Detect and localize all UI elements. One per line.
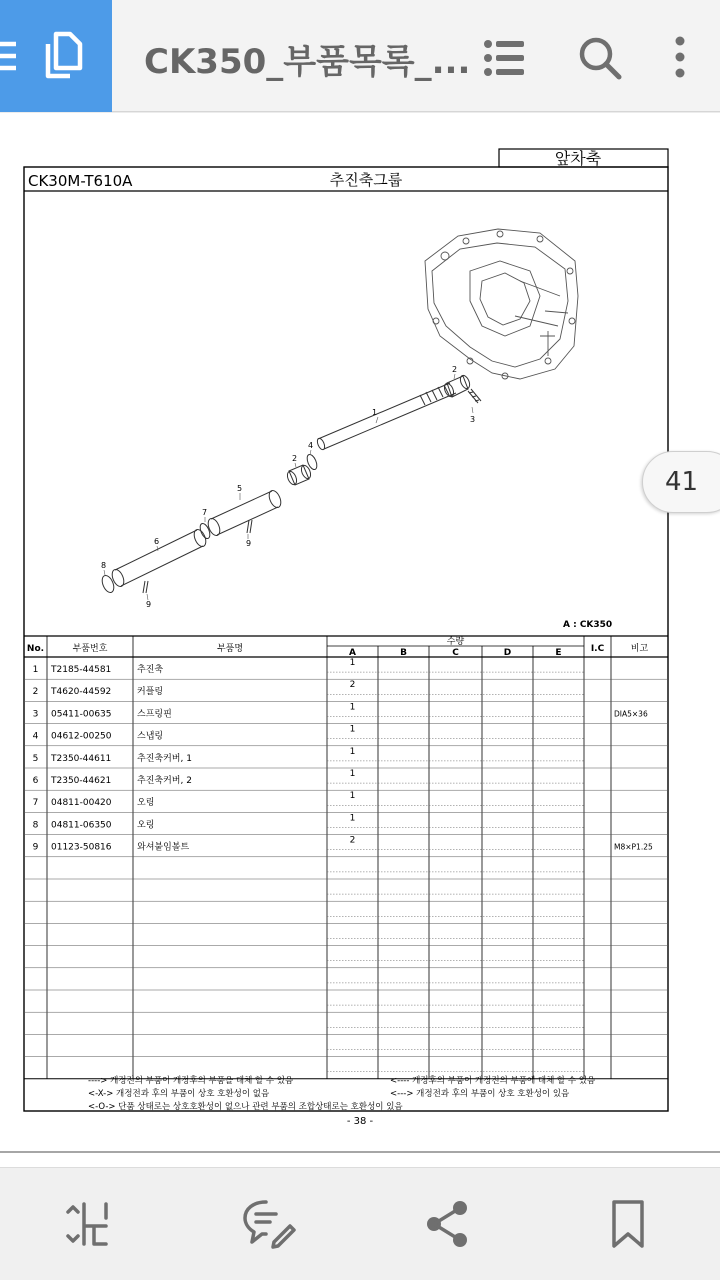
fit-page-icon[interactable] [60,1196,116,1252]
row-no: 6 [32,776,39,786]
spring-pin-drawing [468,389,481,403]
row-remark: M8×P1.25 [614,842,653,852]
row-part-no: T4620-44592 [51,687,112,698]
row-qty-a: 1 [349,813,356,824]
qty-col-C: C [452,648,459,658]
row-no: 7 [32,798,39,809]
diagram-callouts [101,365,475,609]
row-part-no: 04811-00420 [51,798,112,809]
row-qty-a: 2 [349,835,356,846]
row-qty-a: 1 [349,658,356,668]
row-part-name: 추진축커버, 2 [137,776,192,786]
coupling-drawing [443,374,472,398]
row-no: 2 [32,687,39,698]
row-qty-a: 1 [349,724,356,735]
row-part-name: 추진축커버, 1 [137,753,192,764]
variant-note: A : CK350 [563,620,613,630]
search-icon[interactable] [578,36,622,80]
pdf-page [0,121,720,1153]
row-qty-a: 2 [349,680,356,691]
bottom-toolbar [0,1167,720,1280]
row-part-name: 추진축 [137,665,164,675]
row-part-name: 오링 [137,820,155,831]
row-no: 3 [32,709,39,720]
row-part-name: 커플링 [137,687,164,698]
legend-line: <---- 개정후의 부품이 개정전의 부품에 대체 할 수 있음 [390,1076,596,1086]
callout-7: 7 [202,508,208,517]
model-code: CK30M-T610A [28,172,133,190]
qty-col-E: E [555,648,562,658]
callout-9b: 9 [146,600,152,609]
document-viewer[interactable] [0,113,720,1167]
parts-table [24,635,668,1079]
bolt-drawing-2 [143,581,148,593]
callout-1: 1 [372,408,378,417]
documents-button[interactable] [0,0,112,112]
callout-8: 8 [101,561,107,570]
bolt-drawing [247,520,252,533]
callout-6: 6 [154,537,160,546]
qty-col-B: B [400,648,407,658]
page-indicator[interactable]: 41 [642,451,720,513]
row-qty-a: 1 [349,702,356,713]
document-title: CK350_부품목록_... [144,42,471,82]
legend-line: <-X-> 개정전과 후의 부품이 상호 호환성이 없음 [88,1089,270,1099]
row-part-no: T2350-44621 [51,776,112,786]
callout-2: 2 [452,365,458,374]
more-options-icon[interactable] [658,36,702,80]
legend-line: <---> 개정전과 후의 부품이 상호 호환성이 있음 [390,1089,570,1099]
comment-edit-icon[interactable] [240,1196,296,1252]
callout-9: 9 [246,539,252,548]
propeller-shaft-drawing [316,383,456,451]
snap-ring-drawing [305,453,319,471]
callout-5: 5 [237,484,243,493]
row-part-name: 스프링핀 [137,709,172,720]
axle-housing-drawing [425,229,578,379]
callout-4: 4 [308,441,314,450]
row-no: 5 [32,753,39,764]
callout-2b: 2 [292,454,298,463]
column-header-qty: 수량 [446,637,465,647]
bookmark-icon[interactable] [600,1196,656,1252]
column-header-no: No. [26,644,45,654]
qty-col-D: D [503,648,512,658]
column-header-part-name: 부품명 [216,644,244,654]
row-part-no: 05411-00635 [51,709,112,720]
column-header-part-no: 부품번호 [72,644,108,654]
column-header-ic: I.C [590,644,605,654]
row-part-no: 01123-50816 [51,842,112,853]
section-title: 앞차축 [554,149,602,168]
row-part-no: 04811-06350 [51,820,112,831]
legend [88,1075,596,1112]
qty-col-A: A [349,648,356,658]
row-part-no: T2185-44581 [51,665,112,675]
shaft-cover-1-drawing [206,489,283,537]
top-app-bar [0,0,720,112]
documents-icon [0,0,112,112]
parts-catalog-page [0,121,720,1153]
row-no: 8 [32,820,39,831]
row-no: 1 [32,665,39,675]
group-title: 추진축그룹 [329,171,403,189]
legend-line: <-O-> 단품 상태로는 상호호환성이 없으나 관련 부품의 조합상태로는 호환성이 있음 [88,1102,403,1112]
row-remark: DIA5×36 [614,709,648,719]
row-qty-a: 1 [349,746,356,757]
row-no: 9 [32,842,39,853]
exploded-parts-diagram [100,229,578,600]
legend-line: ----> 개정전의 부품이 개정후의 부품을 대체 할 수 있음 [88,1076,294,1086]
row-part-no: T2350-44611 [51,753,112,764]
coupling-drawing-2 [286,464,313,486]
row-qty-a: 1 [349,791,356,802]
page-number: - 38 - [346,1116,374,1127]
callout-3: 3 [470,415,476,424]
row-no: 4 [32,731,39,742]
row-qty-a: 1 [349,769,356,779]
o-ring-drawing-2 [100,574,116,594]
row-part-name: 오링 [137,798,155,809]
row-part-name: 스냅링 [137,731,164,742]
share-icon[interactable] [420,1196,476,1252]
row-part-no: 04612-00250 [51,731,112,742]
column-header-remark: 비고 [630,644,649,654]
list-icon[interactable] [482,36,526,80]
row-part-name: 와셔붙임볼트 [137,842,190,853]
